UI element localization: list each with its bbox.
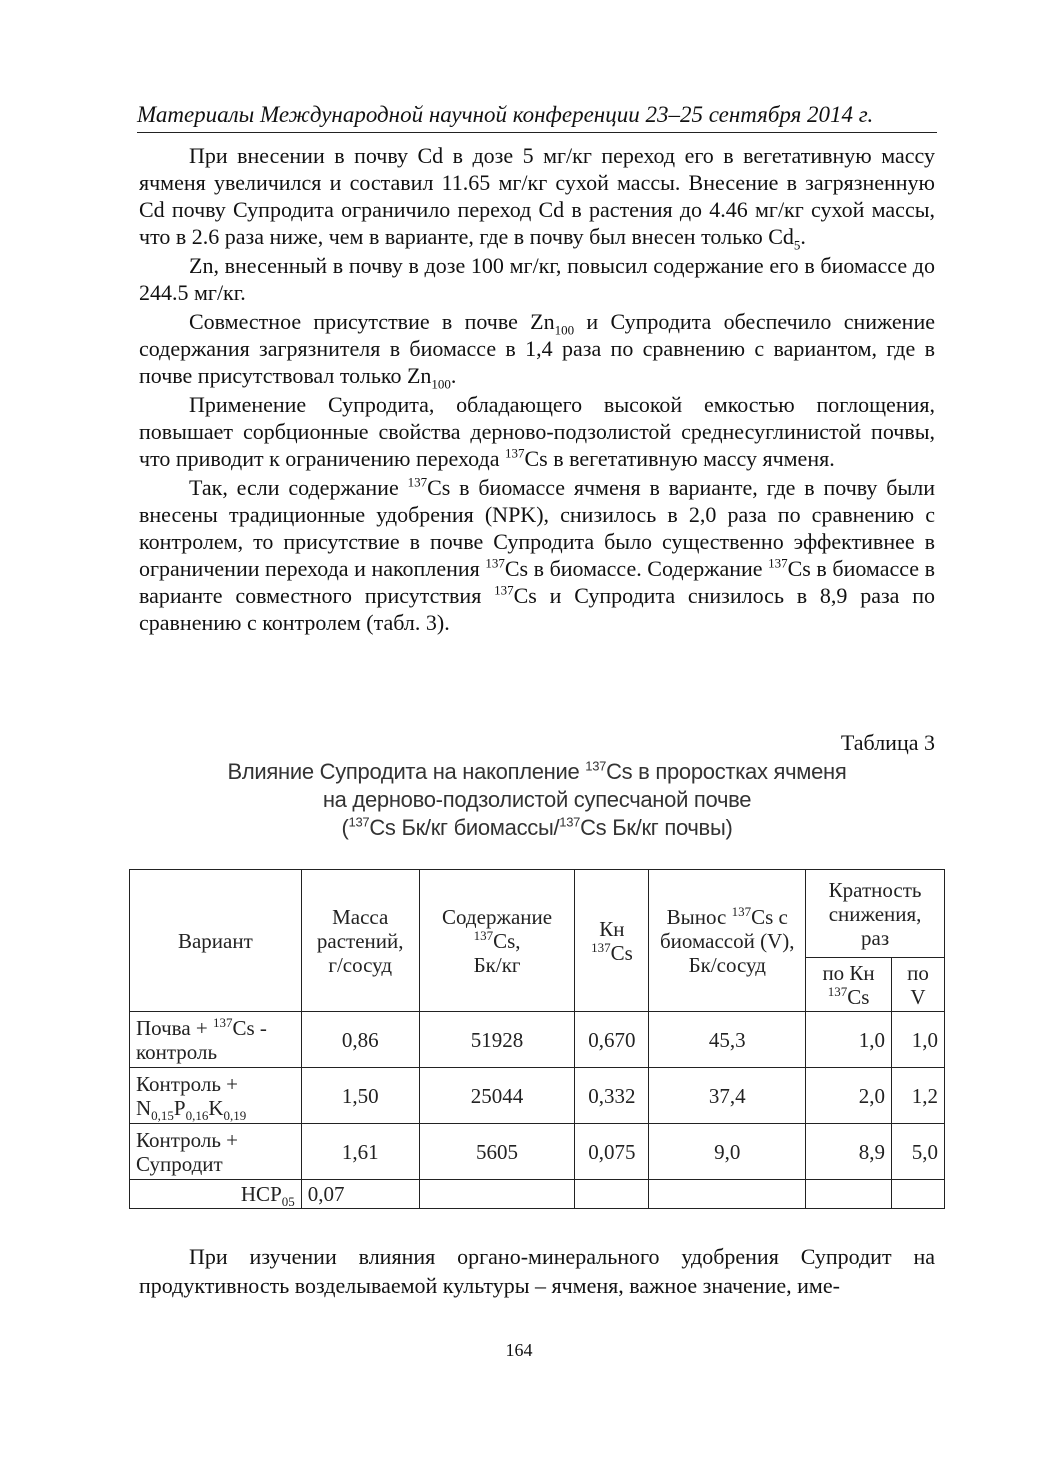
cell-kn: 0,075 [575, 1124, 649, 1180]
cell-output: 45,3 [649, 1012, 806, 1068]
running-header: Материалы Международной научной конференции 23–25 сентября 2014 г. [137, 100, 937, 133]
cell-content: 25044 [419, 1068, 575, 1124]
col-reduction: Кратность снижения, раз [806, 870, 945, 958]
cell-mass: 0,07 [301, 1180, 419, 1209]
col-variant: Вариант [130, 870, 302, 1012]
body-text [139, 142, 935, 638]
cell-output: 9,0 [649, 1124, 806, 1180]
cell-mass: 1,50 [301, 1068, 419, 1124]
col-mass: Масса растений, г/сосуд [301, 870, 419, 1012]
page-number: 164 [505, 1340, 533, 1360]
paragraph-5: Так, если содержание $^{137}$Cs в биомассе ячменя в варианте, где в почву были внесены традиционные удобрения (NPK), снизилось в 2,0 раза по сравнению с контролем, то присутствие в почве Супродита было существенно эффективнее в ограничении перехода и накопления $^{137}$Cs в биомассе. Содержание $^{137}$Cs в биомассе в варианте совместного присутствия $^{137}$Cs и Супродита снизилось в 8,9 раза по сравнению с контролем (табл. 3). [139, 474, 935, 635]
col-by-v: по V [892, 958, 945, 1012]
paragraph-1: При внесении в почву Cd в дозе 5 мг/кг переход его в вегетативную массу ячменя увеличился и составил 11.65 мг/кг сухой массы. Внесение в загрязненную Cd почву Супродита ограничило переход Cd в растения до 4.46 мг/кг сухой массы, что в 2.6 раза ниже, чем в варианте, где в почву был внесен только $Cd_5$. [139, 143, 935, 253]
paragraph-2: Zn, внесенный в почву в дозе 100 мг/кг, повысил содержание его в биомассе до 244.5 мг/кг. [139, 253, 935, 305]
table-label: Таблица 3 [840, 730, 935, 755]
cell-content: 51928 [419, 1012, 575, 1068]
col-content: Содержание $^{137}$Cs, Бк/кг [419, 870, 575, 1012]
data-table [129, 869, 945, 1209]
caption-line-2: на дерново-подзолистой супесчаной почве [322, 787, 752, 812]
cell-empty [649, 1180, 806, 1209]
header-row [130, 870, 945, 958]
table-caption [139, 758, 935, 842]
cell-kn: 0,670 [575, 1012, 649, 1068]
cell-by-kn: 8,9 [806, 1124, 892, 1180]
cell-by-kn: 1,0 [806, 1012, 892, 1068]
closing-paragraph [139, 1242, 935, 1300]
caption-line-1: Влияние Супродита на накопление $^{137}$Cs в проростках ячменя [227, 758, 847, 784]
cell-variant: Контроль + $N_{0,15}P_{0,16}K_{0,19}$ [130, 1068, 302, 1124]
cell-mass: 0,86 [301, 1012, 419, 1068]
table-row [130, 1124, 945, 1180]
cell-variant: $НСР_{05}$ [130, 1180, 302, 1209]
paragraph-3: Совместное присутствие в почве $Zn_{100}$ и Супродита обеспечило снижение содержания загрязнителя в биомассе в 1,4 раза по сравнению с вариантом, где в почве присутствовал только $Zn_{100}$. [139, 309, 935, 392]
cell-variant: Почва + $^{137}$Cs - контроль [130, 1012, 302, 1068]
table-row [130, 1068, 945, 1124]
cell-content: 5605 [419, 1124, 575, 1180]
col-output: Вынос $^{137}$Cs с биомассой (V), Бк/сосуд [649, 870, 806, 1012]
paragraph-6: При изучении влияния органо-минерального удобрения Супродит на продуктивность возделываемой культуры – ячменя, важное значение, име- [139, 1244, 935, 1298]
cell-empty [892, 1180, 945, 1209]
table-row [130, 1180, 945, 1209]
col-by-kn: по Кн $^{137}$Cs [806, 958, 892, 1012]
cell-kn: 0,332 [575, 1068, 649, 1124]
cell-output: 37,4 [649, 1068, 806, 1124]
cell-by-v: 5,0 [892, 1124, 945, 1180]
col-kn: Кн $^{137}$Cs [575, 870, 649, 1012]
cell-by-kn: 2,0 [806, 1068, 892, 1124]
cell-empty [575, 1180, 649, 1209]
cell-empty [419, 1180, 575, 1209]
cell-mass: 1,61 [301, 1124, 419, 1180]
cell-by-v: 1,2 [892, 1068, 945, 1124]
caption-line-3: ($^{137}$Cs Бк/кг биомассы/$^{137}$Cs Бк/кг почвы) [341, 814, 733, 840]
cell-by-v: 1,0 [892, 1012, 945, 1068]
table-row [130, 1012, 945, 1068]
cell-variant: Контроль + Супродит [130, 1124, 302, 1180]
paragraph-4: Применение Супродита, обладающего высокой емкостью поглощения, повышает сорбционные свойства дерново-подзолистой среднесуглинистой почвы, что приводит к ограничению перехода $^{137}$Cs в вегетативную массу ячменя. [139, 392, 935, 471]
cell-empty [806, 1180, 892, 1209]
